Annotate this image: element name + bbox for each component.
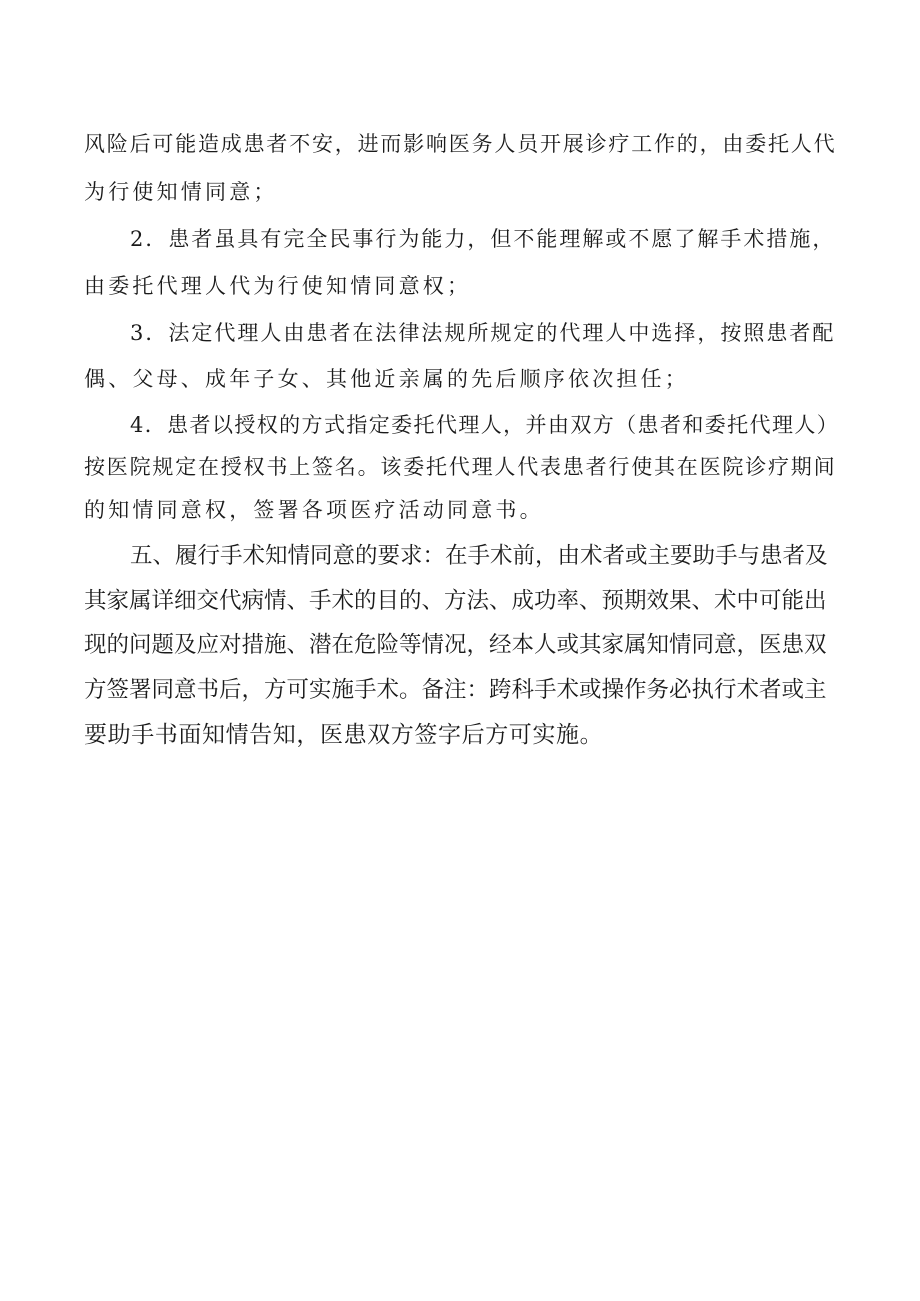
list-item-3-line: 3．法定代理人由患者在法律法规所规定的代理人中选择，按照患者配 bbox=[130, 321, 836, 345]
section-5-line: 方签署同意书后，方可实施手术。备注：跨科手术或操作务必执行术者或主 bbox=[84, 677, 827, 703]
list-item-4-line: 按医院规定在授权书上签名。该委托代理人代表患者行使其在医院诊疗期间 bbox=[84, 455, 837, 479]
list-item-4-line: 4．患者以授权的方式指定委托代理人，并由双方（患者和委托代理人） bbox=[130, 413, 840, 437]
list-item-3-line: 偶、父母、成年子女、其他近亲属的先后顺序依次担任； bbox=[84, 367, 689, 391]
list-item-2-line: 2．患者虽具有完全民事行为能力，但不能理解或不愿了解手术措施， bbox=[130, 227, 836, 251]
section-5-line: 现的问题及应对措施、潜在危险等情况，经本人或其家属知情同意，医患双 bbox=[84, 632, 827, 658]
list-item-2-line: 由委托代理人代为行使知情同意权； bbox=[84, 274, 472, 298]
list-item-4-line: 的知情同意权，签署各项医疗活动同意书。 bbox=[84, 498, 544, 522]
section-5-line: 其家属详细交代病情、手术的目的、方法、成功率、预期效果、术中可能出 bbox=[84, 588, 827, 614]
paragraph-line: 风险后可能造成患者不安，进而影响医务人员开展诊疗工作的，由委托人代 bbox=[84, 132, 837, 156]
paragraph-line: 为行使知情同意； bbox=[84, 180, 278, 204]
section-5-line: 五、履行手术知情同意的要求：在手术前，由术者或主要助手与患者及 bbox=[130, 543, 828, 569]
section-5-line: 要助手书面知情告知，医患双方签字后方可实施。 bbox=[84, 722, 604, 748]
